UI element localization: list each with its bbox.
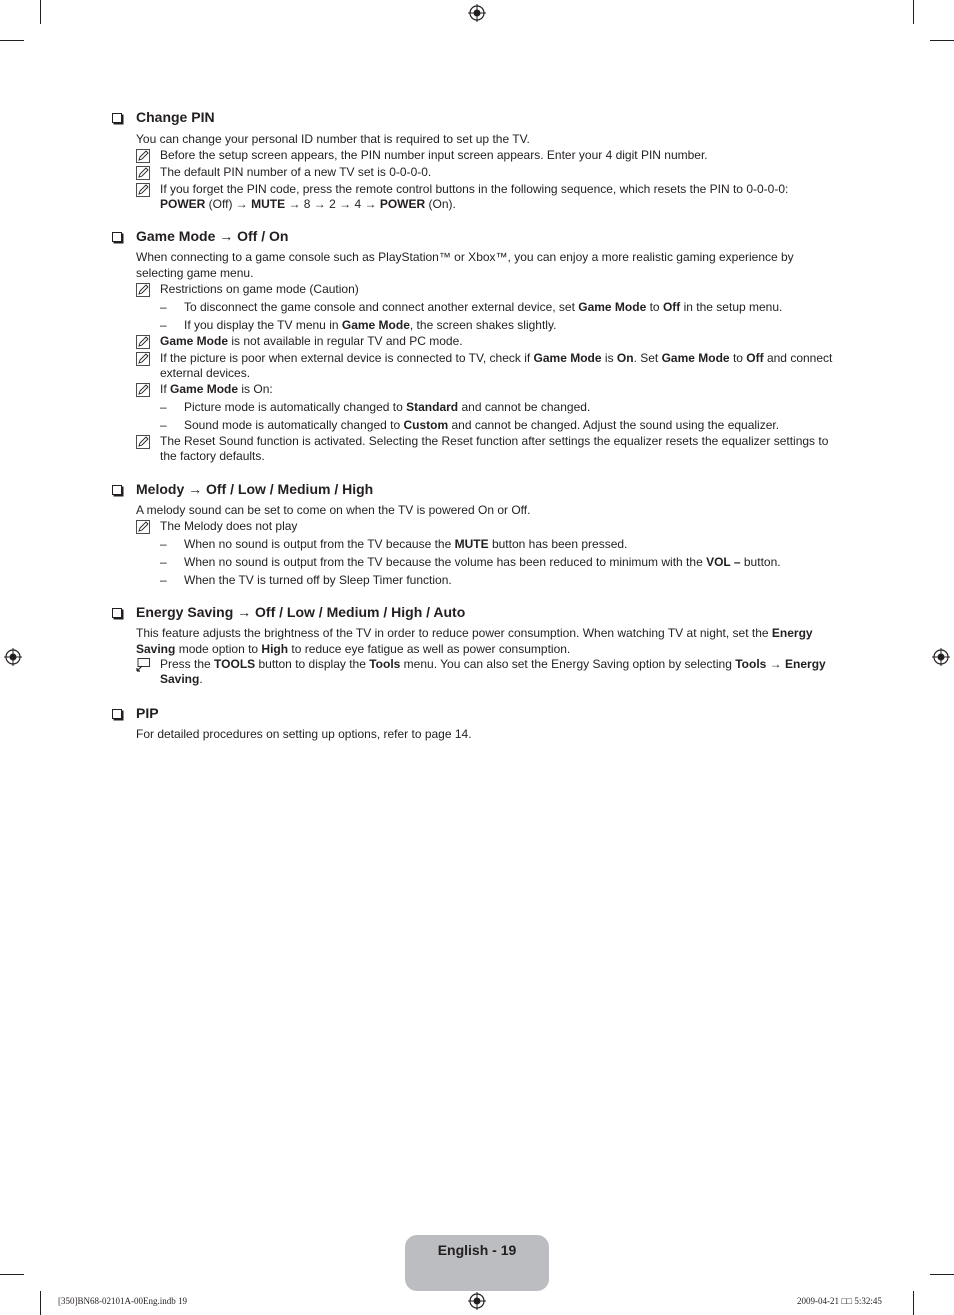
note-pencil-icon — [136, 149, 150, 163]
dash-item — [160, 317, 842, 333]
note-pencil-icon — [136, 352, 150, 366]
checkbox-bullet-icon — [112, 709, 122, 719]
text: is — [601, 351, 617, 365]
checkbox-bullet-icon — [112, 113, 122, 123]
note — [136, 165, 842, 180]
bold-term: Game Mode — [170, 382, 239, 396]
crop-mark-bottom-left-h — [0, 1274, 24, 1275]
crop-mark-top-left-h — [0, 40, 24, 41]
note — [136, 434, 842, 464]
bold-term: Off — [662, 300, 681, 314]
text: button. — [740, 555, 781, 569]
heading-text: PIP — [136, 705, 159, 721]
dash-bullet: – — [160, 555, 167, 569]
heading-text: Game Mode → Off / On — [136, 228, 289, 244]
dash-item — [160, 299, 842, 315]
heading-text: Energy Saving → Off / Low / Medium / High / Auto — [136, 604, 466, 620]
bold-term: Off — [746, 351, 764, 365]
note-pencil-icon — [136, 166, 150, 180]
text: If you display the TV menu in — [184, 318, 342, 332]
heading-text: Melody → Off / Low / Medium / High — [136, 481, 374, 497]
text: Sound mode is automatically changed to — [184, 418, 404, 432]
bold-term: Game Mode — [661, 351, 730, 365]
heading-text: Change PIN — [136, 109, 215, 125]
note-pencil-icon — [136, 435, 150, 449]
crop-mark-bottom-left-v — [40, 1291, 41, 1315]
note — [136, 334, 842, 349]
note-pencil-icon — [136, 335, 150, 349]
note-text: If you forget the PIN code, press the remote control buttons in the following sequence, which resets the PIN to 0-0-0-0: — [160, 182, 789, 196]
crop-mark-top-left-v — [40, 0, 41, 24]
text: button to display the — [255, 657, 370, 671]
note — [136, 282, 842, 297]
paragraph: When connecting to a game console such as PlayStation™ or Xbox™, you can enjoy a more realistic gaming experience by selecting game menu. — [136, 250, 794, 280]
section-heading — [112, 109, 842, 126]
bold-term: POWER — [379, 197, 426, 211]
text: This feature adjusts the brightness of the TV in order to reduce power consumption. When watching TV at night, set the — [136, 626, 772, 640]
dash-item — [160, 417, 842, 433]
bold-term: Standard — [406, 400, 459, 414]
page-number: English - 19 — [437, 1242, 517, 1258]
text: Picture mode is automatically changed to — [184, 400, 407, 414]
text: When the TV is turned off by Sleep Timer function. — [184, 573, 452, 587]
print-slug-left: [350]BN68-02101A-00Eng.indb 19 — [58, 1296, 187, 1306]
paragraph: For detailed procedures on setting up options, refer to page 14. — [136, 727, 472, 741]
text: and cannot be changed. Adjust the sound using the equalizer. — [448, 418, 780, 432]
section-heading — [112, 604, 842, 621]
bold-term: MUTE — [251, 197, 286, 211]
dash-item — [160, 572, 842, 588]
section-melody — [112, 481, 842, 588]
dash-bullet: – — [160, 300, 167, 314]
note-pencil-icon — [136, 520, 150, 534]
text: in the setup menu. — [680, 300, 783, 314]
note — [136, 519, 842, 534]
text: to — [729, 351, 747, 365]
note — [136, 351, 842, 381]
dash-item — [160, 536, 842, 552]
checkbox-bullet-icon — [112, 485, 122, 495]
note — [136, 182, 842, 212]
text: menu. You can also set the Energy Saving option by selecting — [400, 657, 736, 671]
print-slug-right: 2009-04-21 □□ 5:32:45 — [797, 1296, 882, 1306]
tools-icon — [136, 658, 150, 672]
section-heading — [112, 481, 842, 498]
dash-bullet: – — [160, 418, 167, 432]
text: button has been pressed. — [488, 537, 628, 551]
text: To disconnect the game console and connect another external device, set — [184, 300, 579, 314]
note-text: The Melody does not play — [160, 519, 298, 533]
dash-item — [160, 399, 842, 415]
section-heading — [112, 705, 842, 722]
paragraph: You can change your personal ID number that is required to set up the TV. — [136, 132, 530, 146]
bold-term: TOOLS — [214, 657, 256, 671]
note — [136, 382, 842, 397]
bold-term: Game Mode — [341, 318, 410, 332]
note-pencil-icon — [136, 283, 150, 297]
note-text: Restrictions on game mode (Caution) — [160, 282, 359, 296]
note-pencil-icon — [136, 383, 150, 397]
paragraph: A melody sound can be set to come on when the TV is powered On or Off. — [136, 503, 531, 517]
text: to reduce eye fatigue as well as power consumption. — [288, 642, 571, 656]
dash-bullet: – — [160, 537, 167, 551]
note-pencil-icon — [136, 183, 150, 197]
bold-term: POWER — [160, 197, 206, 211]
bold-term: VOL – — [706, 555, 741, 569]
bold-term: MUTE — [454, 537, 489, 551]
text: (Off) → — [205, 197, 252, 211]
text: is not available in regular TV and PC mode. — [228, 334, 463, 348]
bold-term: Tools → Energy Saving — [160, 657, 826, 686]
text: to — [646, 300, 663, 314]
note — [136, 148, 842, 163]
section-pip — [112, 705, 842, 742]
crop-mark-top-right-v — [913, 0, 914, 24]
text: Press the — [160, 657, 215, 671]
section-game-mode — [112, 228, 842, 464]
registration-mark-icon — [932, 648, 950, 666]
text: is On: — [238, 382, 273, 396]
text: . Set — [633, 351, 662, 365]
checkbox-bullet-icon — [112, 232, 122, 242]
text: If the picture is poor when external device is connected to TV, check if — [160, 351, 534, 365]
text: → 8 → 2 → 4 → — [285, 197, 380, 211]
bold-term: High — [261, 642, 289, 656]
text: and cannot be changed. — [458, 400, 591, 414]
registration-mark-icon — [4, 648, 22, 666]
text: If — [160, 382, 171, 396]
text: mode option to — [175, 642, 262, 656]
bold-term: Custom — [403, 418, 449, 432]
section-change-pin — [112, 109, 842, 212]
registration-mark-icon — [468, 1292, 486, 1310]
crop-mark-bottom-right-h — [930, 1274, 954, 1275]
note-text: The Reset Sound function is activated. Selecting the Reset function after settings the equalizer resets the equalizer settings to the factory defaults. — [160, 434, 829, 463]
dash-bullet: – — [160, 400, 167, 414]
section-energy-saving — [112, 604, 842, 687]
text: and connect external devices. — [160, 351, 833, 380]
crop-mark-bottom-right-v — [913, 1291, 914, 1315]
tip — [136, 657, 842, 687]
crop-mark-top-right-h — [930, 40, 954, 41]
paragraph — [136, 625, 842, 657]
bold-term: Game Mode — [160, 334, 229, 348]
text: , the screen shakes slightly. — [409, 318, 557, 332]
text: . — [199, 672, 203, 686]
text: When no sound is output from the TV because the — [184, 537, 455, 551]
bold-term: Energy Saving — [136, 626, 813, 656]
note-text: The default PIN number of a new TV set is 0-0-0-0. — [160, 165, 432, 179]
dash-bullet: – — [160, 318, 167, 332]
checkbox-bullet-icon — [112, 608, 122, 618]
registration-mark-icon — [468, 4, 486, 22]
dash-item — [160, 554, 842, 570]
text: (On). — [425, 197, 456, 211]
note-text: Before the setup screen appears, the PIN number input screen appears. Enter your 4 digit PIN number. — [160, 148, 708, 162]
section-heading — [112, 228, 842, 245]
dash-bullet: – — [160, 573, 167, 587]
bold-term: On — [616, 351, 634, 365]
bold-term: Tools — [369, 657, 401, 671]
bold-term: Game Mode — [578, 300, 647, 314]
bold-term: Game Mode — [533, 351, 602, 365]
text: When no sound is output from the TV because the volume has been reduced to minimum with the — [184, 555, 707, 569]
